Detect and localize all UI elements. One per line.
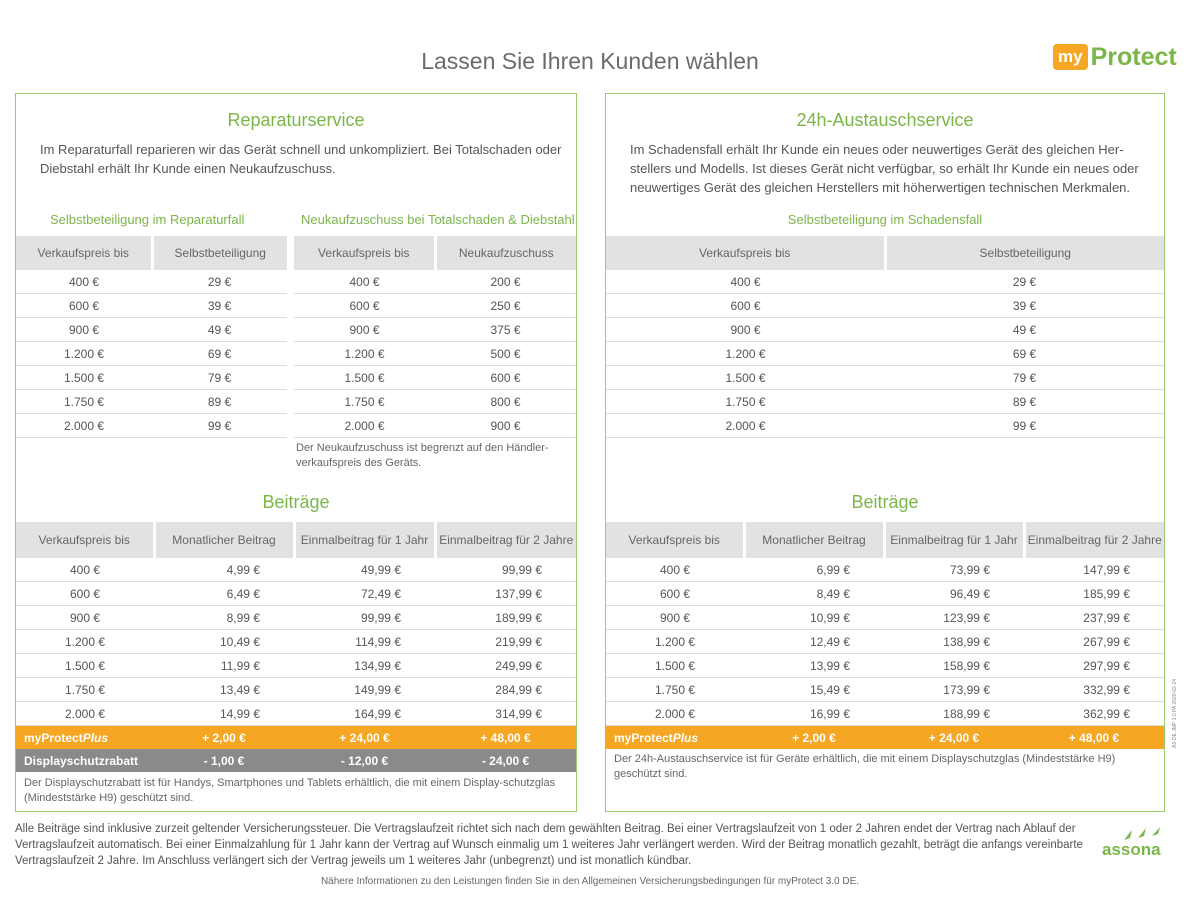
table-cell: 1.750 €	[294, 390, 435, 414]
table-cell: 12,49 €	[744, 630, 884, 654]
table-header: Einmalbeitrag für 2 Jahre	[435, 522, 576, 558]
table-cell: 1.750 €	[606, 678, 744, 702]
table-cell: 1.750 €	[16, 390, 152, 414]
table-row	[294, 366, 576, 390]
table-cell: 188,99 €	[884, 702, 1024, 726]
austauschservice-panel	[605, 93, 1165, 812]
table-header: Verkaufspreis bis	[16, 236, 152, 270]
table-cell: 73,99 €	[884, 558, 1024, 582]
table-cell: 900 €	[606, 318, 885, 342]
table-row	[294, 390, 576, 414]
table-cell: 1.200 €	[16, 342, 152, 366]
table-cell: 2.000 €	[16, 414, 152, 438]
table-header: Monatlicher Beitrag	[744, 522, 884, 558]
table-cell: 250 €	[435, 294, 576, 318]
page-title: Lassen Sie Ihren Kunden wählen	[421, 48, 759, 74]
table-row	[606, 558, 1164, 582]
table-cell: 900 €	[16, 318, 152, 342]
table-cell: 1.500 €	[294, 366, 435, 390]
table-cell: 600 €	[16, 294, 152, 318]
plus-monthly: + 2,00 €	[154, 726, 294, 750]
table-row	[16, 630, 576, 654]
table-cell: 138,99 €	[884, 630, 1024, 654]
table-cell: 400 €	[606, 270, 885, 294]
table-cell: 15,49 €	[744, 678, 884, 702]
table-cell: 149,99 €	[294, 678, 435, 702]
plus-1-year: + 24,00 €	[884, 726, 1024, 750]
plus-2-years: + 48,00 €	[1024, 726, 1164, 750]
table-row	[294, 318, 576, 342]
table-cell: 99,99 €	[435, 558, 576, 582]
table-cell: 10,99 €	[744, 606, 884, 630]
table-cell: 8,99 €	[154, 606, 294, 630]
table-header: Selbstbeteiligung	[885, 236, 1164, 270]
table-cell: 14,99 €	[154, 702, 294, 726]
austausch-note: Der 24h-Austauschservice ist für Geräte erhältlich, die mit einem Displayschutzglas (Mindeststärke H9) geschützt sind.	[614, 753, 1116, 780]
reparaturservice-panel	[15, 93, 577, 812]
table-header: Einmalbeitrag für 1 Jahr	[294, 522, 435, 558]
table-cell: 1.200 €	[16, 630, 154, 654]
table-cell: 89 €	[885, 390, 1164, 414]
table-cell: 99,99 €	[294, 606, 435, 630]
table-cell: 219,99 €	[435, 630, 576, 654]
table-cell: 900 €	[16, 606, 154, 630]
table-cell: 400 €	[606, 558, 744, 582]
table-row	[606, 414, 1164, 438]
table-row	[16, 366, 287, 390]
table-row	[16, 294, 287, 318]
table-cell: 1.200 €	[606, 342, 885, 366]
table-header: Verkaufspreis bis	[606, 522, 744, 558]
table-cell: 297,99 €	[1024, 654, 1164, 678]
table-cell: 362,99 €	[1024, 702, 1164, 726]
table-cell: 134,99 €	[294, 654, 435, 678]
rabatt-2-years: - 24,00 €	[435, 749, 576, 772]
table-cell: 4,99 €	[154, 558, 294, 582]
table-cell: 400 €	[294, 270, 435, 294]
plus-monthly: + 2,00 €	[744, 726, 884, 750]
table-cell: 900 €	[606, 606, 744, 630]
plus-2-years: + 48,00 €	[435, 726, 576, 750]
table-cell: 1.750 €	[606, 390, 885, 414]
table-header: Neukaufzuschuss	[435, 236, 576, 270]
logo-my: my	[1053, 44, 1088, 70]
table-header: Selbstbeteiligung	[152, 236, 287, 270]
table-cell: 13,49 €	[154, 678, 294, 702]
schadensfall-subtitle: Selbstbeteiligung im Schadensfall	[787, 212, 983, 227]
table-row	[16, 558, 576, 582]
table-cell: 1.750 €	[16, 678, 154, 702]
selbstbeteiligung-table	[16, 236, 287, 438]
beitraege-table	[16, 522, 576, 772]
table-row	[606, 294, 1164, 318]
document-code: AS DE JMP 3.0 PA 2020-02-24	[1172, 678, 1178, 748]
table-cell: 2.000 €	[16, 702, 154, 726]
rabatt-label: Displayschutzrabatt	[16, 749, 154, 772]
table-cell: 6,49 €	[154, 582, 294, 606]
table-cell: 29 €	[152, 270, 287, 294]
table-row	[16, 654, 576, 678]
table-cell: 6,99 €	[744, 558, 884, 582]
table-cell: 237,99 €	[1024, 606, 1164, 630]
table-cell: 1.500 €	[16, 366, 152, 390]
table-row	[16, 702, 576, 726]
neukaufzuschuss-note: Der Neukaufzuschuss ist begrenzt auf den Händler-verkaufspreis des Geräts.	[296, 442, 549, 469]
table-row	[606, 654, 1164, 678]
rabatt-1-year: - 12,00 €	[294, 749, 435, 772]
selbstbeteiligung-subtitle: Selbstbeteiligung im Reparaturfall	[50, 212, 245, 227]
beitraege-table	[606, 522, 1164, 749]
table-row	[16, 582, 576, 606]
table-row	[606, 366, 1164, 390]
table-cell: 39 €	[885, 294, 1164, 318]
table-row	[606, 390, 1164, 414]
table-cell: 79 €	[885, 366, 1164, 390]
austauschservice-intro: Im Schadensfall erhält Ihr Kunde ein neues oder neuwertiges Gerät des gleichen Her-stellers und Modells. Ist dieses Gerät nicht verfügbar, so erhält Ihr Kunde ein neues oder neuwertiges Gerät des gleichen Herstellers mit höherwertigen technischen Merkmalen.	[630, 142, 1139, 195]
table-cell: 99 €	[885, 414, 1164, 438]
table-row	[606, 606, 1164, 630]
rabatt-monthly: - 1,00 €	[154, 749, 294, 772]
table-cell: 400 €	[16, 558, 154, 582]
table-cell: 89 €	[152, 390, 287, 414]
schadensfall-table	[606, 236, 1164, 438]
table-cell: 10,49 €	[154, 630, 294, 654]
table-cell: 249,99 €	[435, 654, 576, 678]
table-row	[606, 270, 1164, 294]
table-cell: 332,99 €	[1024, 678, 1164, 702]
table-row	[16, 606, 576, 630]
neukaufzuschuss-subtitle: Neukaufzuschuss bei Totalschaden & Diebstahl	[301, 212, 575, 227]
reparaturservice-intro: Im Reparaturfall reparieren wir das Gerät schnell und unkompliziert. Bei Totalschaden oder Diebstahl erhält Ihr Kunde einen Neukaufzuschuss.	[40, 142, 562, 176]
table-header: Einmalbeitrag für 2 Jahre	[1024, 522, 1164, 558]
table-row	[294, 294, 576, 318]
plus-1-year: + 24,00 €	[294, 726, 435, 750]
austauschservice-title: 24h-Austauschservice	[796, 110, 974, 130]
table-row	[16, 342, 287, 366]
table-cell: 158,99 €	[884, 654, 1024, 678]
table-cell: 200 €	[435, 270, 576, 294]
table-row	[16, 270, 287, 294]
table-header: Verkaufspreis bis	[294, 236, 435, 270]
table-cell: 1.500 €	[16, 654, 154, 678]
table-cell: 800 €	[435, 390, 576, 414]
table-cell: 1.500 €	[606, 654, 744, 678]
myprotect-plus-row	[16, 726, 576, 750]
table-row	[294, 342, 576, 366]
table-cell: 13,99 €	[744, 654, 884, 678]
table-row	[606, 318, 1164, 342]
table-header: Verkaufspreis bis	[606, 236, 885, 270]
beitraege-title: Beiträge	[851, 492, 919, 512]
table-cell: 2.000 €	[606, 414, 885, 438]
footer-text: Alle Beiträge sind inklusive zurzeit geltender Versicherungssteuer. Die Vertragslaufzeit richtet sich nach dem gewählten Beitrag. Bei einer Vertragslaufzeit von 1 oder 2 Jahren endet der Vertrag nach Ablauf der Vertragslaufzeit automatisch. Bei einer Einmalzahlung für 1 Jahr kann der Vertrag auf Wunsch einmalig um 1 weiteres Jahr verlängert werden. Wird der Beitrag monatlich gezahlt, beträgt die anfangs vereinbarte Vertragslaufzeit 2 Jahre. Im Anschluss verlängert sich der Vertrag jeweils um 1 weiteres Jahr (unbegrenzt) und ist monatlich kündbar.	[15, 823, 1083, 867]
table-row	[16, 414, 287, 438]
beitraege-title: Beiträge	[262, 492, 330, 512]
table-cell: 600 €	[16, 582, 154, 606]
table-cell: 600 €	[606, 582, 744, 606]
table-header: Einmalbeitrag für 1 Jahr	[884, 522, 1024, 558]
table-cell: 185,99 €	[1024, 582, 1164, 606]
table-cell: 284,99 €	[435, 678, 576, 702]
reparaturservice-title: Reparaturservice	[227, 110, 365, 130]
table-cell: 189,99 €	[435, 606, 576, 630]
table-row	[16, 318, 287, 342]
displayschutz-note: Der Displayschutzrabatt ist für Handys, Smartphones und Tablets erhältlich, die mit einem Display-schutzglas (Mindeststärke H9) geschützt sind.	[24, 777, 556, 804]
assona-logo	[1100, 826, 1170, 862]
table-row	[606, 342, 1164, 366]
table-cell: 49 €	[885, 318, 1164, 342]
table-header: Verkaufspreis bis	[16, 522, 154, 558]
table-cell: 500 €	[435, 342, 576, 366]
table-cell: 114,99 €	[294, 630, 435, 654]
myprotect-logo	[1053, 44, 1177, 70]
table-cell: 600 €	[294, 294, 435, 318]
table-cell: 900 €	[294, 318, 435, 342]
table-cell: 267,99 €	[1024, 630, 1164, 654]
table-cell: 1.200 €	[606, 630, 744, 654]
table-cell: 600 €	[606, 294, 885, 318]
table-cell: 1.500 €	[606, 366, 885, 390]
table-cell: 900 €	[435, 414, 576, 438]
table-cell: 8,49 €	[744, 582, 884, 606]
table-row	[16, 390, 287, 414]
table-cell: 2.000 €	[294, 414, 435, 438]
table-cell: 29 €	[885, 270, 1164, 294]
table-cell: 375 €	[435, 318, 576, 342]
table-cell: 79 €	[152, 366, 287, 390]
table-cell: 11,99 €	[154, 654, 294, 678]
table-cell: 99 €	[152, 414, 287, 438]
plus-label: myProtectPlus	[606, 726, 744, 750]
table-cell: 16,99 €	[744, 702, 884, 726]
table-cell: 39 €	[152, 294, 287, 318]
myprotect-plus-row	[606, 726, 1164, 750]
logo-protect: Protect	[1090, 43, 1177, 71]
neukaufzuschuss-table	[294, 236, 576, 438]
table-cell: 49,99 €	[294, 558, 435, 582]
table-cell: 49 €	[152, 318, 287, 342]
table-cell: 147,99 €	[1024, 558, 1164, 582]
table-row	[606, 630, 1164, 654]
plus-label: myProtectPlus	[16, 726, 154, 750]
table-cell: 69 €	[885, 342, 1164, 366]
table-cell: 600 €	[435, 366, 576, 390]
table-cell: 137,99 €	[435, 582, 576, 606]
table-row	[606, 582, 1164, 606]
table-cell: 123,99 €	[884, 606, 1024, 630]
table-row	[16, 678, 576, 702]
table-row	[294, 414, 576, 438]
table-row	[294, 270, 576, 294]
table-cell: 96,49 €	[884, 582, 1024, 606]
footer-info: Nähere Informationen zu den Leistungen finden Sie in den Allgemeinen Versicherungsbedingungen für myProtect 3.0 DE.	[320, 876, 860, 887]
table-cell: 69 €	[152, 342, 287, 366]
table-cell: 164,99 €	[294, 702, 435, 726]
table-row	[606, 702, 1164, 726]
assona-wordmark: assona	[1102, 840, 1161, 859]
table-row	[606, 678, 1164, 702]
table-cell: 1.200 €	[294, 342, 435, 366]
displayschutzrabatt-row	[16, 749, 576, 772]
table-header: Monatlicher Beitrag	[154, 522, 294, 558]
table-cell: 400 €	[16, 270, 152, 294]
table-cell: 2.000 €	[606, 702, 744, 726]
table-cell: 72,49 €	[294, 582, 435, 606]
table-cell: 314,99 €	[435, 702, 576, 726]
table-cell: 173,99 €	[884, 678, 1024, 702]
